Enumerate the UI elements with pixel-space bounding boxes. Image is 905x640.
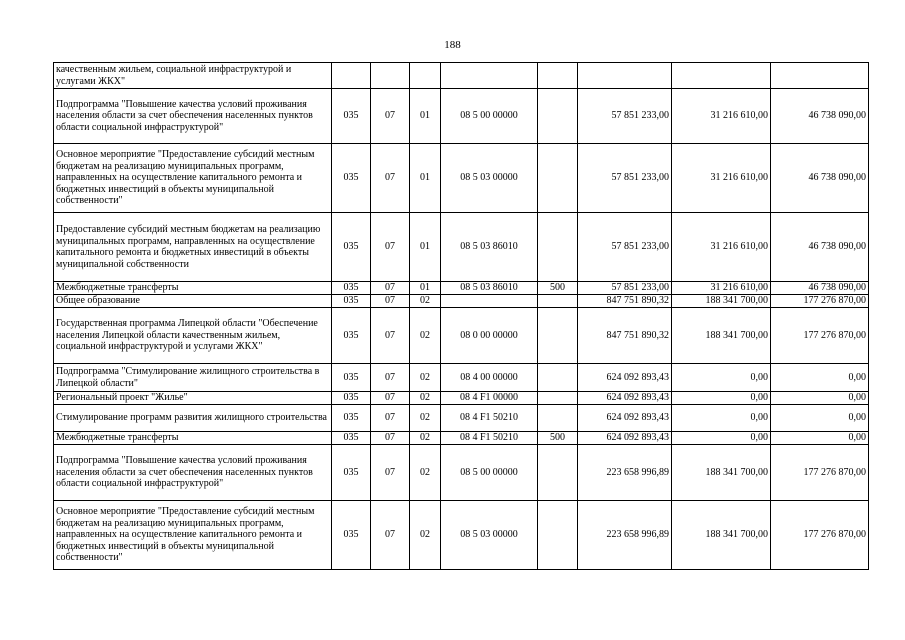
cell-target-article: 08 4 F1 50210 [441,432,538,445]
cell-ministry-code: 035 [332,308,371,364]
cell-amount-year-3: 46 738 090,00 [771,282,869,295]
cell-subsection-code: 02 [410,432,441,445]
cell-amount-year-2: 31 216 610,00 [672,144,771,213]
table-row [54,405,869,432]
cell-name: Основное мероприятие "Предоставление субсидий местным бюджетам на реализацию муниципальных программ, направленных на осуществление капитального ремонта и бюджетных инвестиций в объекты муниципальной собственности" [54,144,332,213]
cell-amount-year-2: 188 341 700,00 [672,501,771,570]
cell-amount-year-1: 223 658 996,89 [578,445,672,501]
cell-section-code: 07 [371,445,410,501]
cell-section-code: 07 [371,364,410,392]
cell-amount-year-3: 46 738 090,00 [771,144,869,213]
cell-target-article: 08 4 F1 00000 [441,392,538,405]
cell-amount-year-1: 57 851 233,00 [578,282,672,295]
cell-expense-type [538,364,578,392]
cell-name: Региональный проект "Жилье" [54,392,332,405]
cell-target-article: 08 5 03 00000 [441,501,538,570]
cell-ministry-code: 035 [332,432,371,445]
cell-name: Межбюджетные трансферты [54,282,332,295]
cell-name: качественным жильем, социальной инфраструктурой и услугами ЖКХ" [54,63,332,89]
cell-subsection-code: 02 [410,392,441,405]
cell-expense-type [538,63,578,89]
cell-amount-year-3: 177 276 870,00 [771,501,869,570]
cell-subsection-code: 02 [410,501,441,570]
cell-subsection-code: 01 [410,144,441,213]
cell-amount-year-1: 847 751 890,32 [578,295,672,308]
cell-amount-year-3: 0,00 [771,432,869,445]
cell-subsection-code: 01 [410,89,441,144]
cell-expense-type: 500 [538,282,578,295]
cell-target-article [441,63,538,89]
table-row [54,392,869,405]
cell-ministry-code: 035 [332,445,371,501]
cell-amount-year-1: 847 751 890,32 [578,308,672,364]
table-row [54,432,869,445]
table-row [54,213,869,282]
cell-expense-type [538,445,578,501]
cell-ministry-code [332,63,371,89]
cell-amount-year-1: 57 851 233,00 [578,213,672,282]
cell-target-article [441,295,538,308]
cell-ministry-code: 035 [332,144,371,213]
cell-subsection-code: 02 [410,295,441,308]
cell-ministry-code: 035 [332,213,371,282]
cell-subsection-code: 01 [410,213,441,282]
cell-target-article: 08 0 00 00000 [441,308,538,364]
cell-subsection-code: 02 [410,445,441,501]
cell-amount-year-2: 188 341 700,00 [672,295,771,308]
cell-ministry-code: 035 [332,501,371,570]
table-row [54,308,869,364]
table-row [54,364,869,392]
cell-expense-type [538,405,578,432]
table-row [54,89,869,144]
cell-amount-year-3 [771,63,869,89]
cell-amount-year-2: 31 216 610,00 [672,89,771,144]
cell-section-code: 07 [371,213,410,282]
cell-amount-year-1: 624 092 893,43 [578,364,672,392]
cell-amount-year-2: 0,00 [672,364,771,392]
cell-expense-type [538,144,578,213]
cell-amount-year-3: 0,00 [771,392,869,405]
cell-expense-type [538,213,578,282]
page-number: 188 [444,39,461,51]
cell-name: Основное мероприятие "Предоставление субсидий местным бюджетам на реализацию муниципальных программ, направленных на осуществление капитального ремонта и бюджетных инвестиций в объекты муниципальной собственности" [54,501,332,570]
table-row [54,144,869,213]
table-row [54,445,869,501]
cell-section-code [371,63,410,89]
cell-subsection-code: 02 [410,405,441,432]
cell-target-article: 08 5 03 00000 [441,144,538,213]
cell-amount-year-1: 57 851 233,00 [578,144,672,213]
cell-ministry-code: 035 [332,364,371,392]
table-row [54,282,869,295]
cell-subsection-code [410,63,441,89]
cell-amount-year-2: 31 216 610,00 [672,213,771,282]
cell-amount-year-3: 177 276 870,00 [771,308,869,364]
table-row [54,295,869,308]
cell-amount-year-3: 177 276 870,00 [771,295,869,308]
cell-name: Предоставление субсидий местным бюджетам на реализацию муниципальных программ, направленных на осуществление капитального ремонта и бюджетных инвестиций в объекты муниципальной собственности [54,213,332,282]
cell-amount-year-1: 223 658 996,89 [578,501,672,570]
cell-expense-type [538,392,578,405]
cell-name: Подпрограмма "Повышение качества условий проживания населения области за счет обеспечения населенных пунктов области социальной инфраструктурой" [54,89,332,144]
cell-name: Межбюджетные трансферты [54,432,332,445]
cell-amount-year-1: 624 092 893,43 [578,405,672,432]
budget-table [53,62,869,570]
cell-section-code: 07 [371,144,410,213]
cell-expense-type [538,501,578,570]
cell-section-code: 07 [371,501,410,570]
cell-ministry-code: 035 [332,295,371,308]
cell-section-code: 07 [371,432,410,445]
cell-amount-year-2: 0,00 [672,432,771,445]
cell-amount-year-3: 0,00 [771,364,869,392]
cell-amount-year-2 [672,63,771,89]
cell-amount-year-1: 624 092 893,43 [578,432,672,445]
cell-amount-year-1: 624 092 893,43 [578,392,672,405]
cell-amount-year-2: 188 341 700,00 [672,308,771,364]
table-row [54,63,869,89]
cell-amount-year-3: 46 738 090,00 [771,89,869,144]
cell-ministry-code: 035 [332,392,371,405]
cell-amount-year-1: 57 851 233,00 [578,89,672,144]
cell-name: Подпрограмма "Повышение качества условий проживания населения области за счет обеспечения населенных пунктов области социальной инфраструктурой" [54,445,332,501]
cell-expense-type [538,89,578,144]
cell-name: Подпрограмма "Стимулирование жилищного строительства в Липецкой области" [54,364,332,392]
cell-section-code: 07 [371,405,410,432]
cell-amount-year-3: 46 738 090,00 [771,213,869,282]
cell-expense-type [538,308,578,364]
cell-name: Стимулирование программ развития жилищного строительства [54,405,332,432]
cell-target-article: 08 4 00 00000 [441,364,538,392]
cell-amount-year-3: 177 276 870,00 [771,445,869,501]
cell-target-article: 08 5 00 00000 [441,89,538,144]
table-row [54,501,869,570]
cell-section-code: 07 [371,89,410,144]
cell-subsection-code: 02 [410,364,441,392]
cell-name: Общее образование [54,295,332,308]
cell-subsection-code: 01 [410,282,441,295]
cell-ministry-code: 035 [332,405,371,432]
cell-section-code: 07 [371,295,410,308]
cell-target-article: 08 5 03 86010 [441,282,538,295]
cell-subsection-code: 02 [410,308,441,364]
cell-ministry-code: 035 [332,282,371,295]
cell-ministry-code: 035 [332,89,371,144]
cell-amount-year-2: 188 341 700,00 [672,445,771,501]
cell-amount-year-3: 0,00 [771,405,869,432]
cell-target-article: 08 5 00 00000 [441,445,538,501]
cell-target-article: 08 4 F1 50210 [441,405,538,432]
cell-name: Государственная программа Липецкой области "Обеспечение населения Липецкой области качественным жильем, социальной инфраструктурой и услугами ЖКХ" [54,308,332,364]
cell-amount-year-2: 31 216 610,00 [672,282,771,295]
cell-target-article: 08 5 03 86010 [441,213,538,282]
cell-section-code: 07 [371,282,410,295]
cell-expense-type [538,295,578,308]
cell-amount-year-1 [578,63,672,89]
cell-section-code: 07 [371,392,410,405]
cell-expense-type: 500 [538,432,578,445]
cell-section-code: 07 [371,308,410,364]
cell-amount-year-2: 0,00 [672,392,771,405]
cell-amount-year-2: 0,00 [672,405,771,432]
